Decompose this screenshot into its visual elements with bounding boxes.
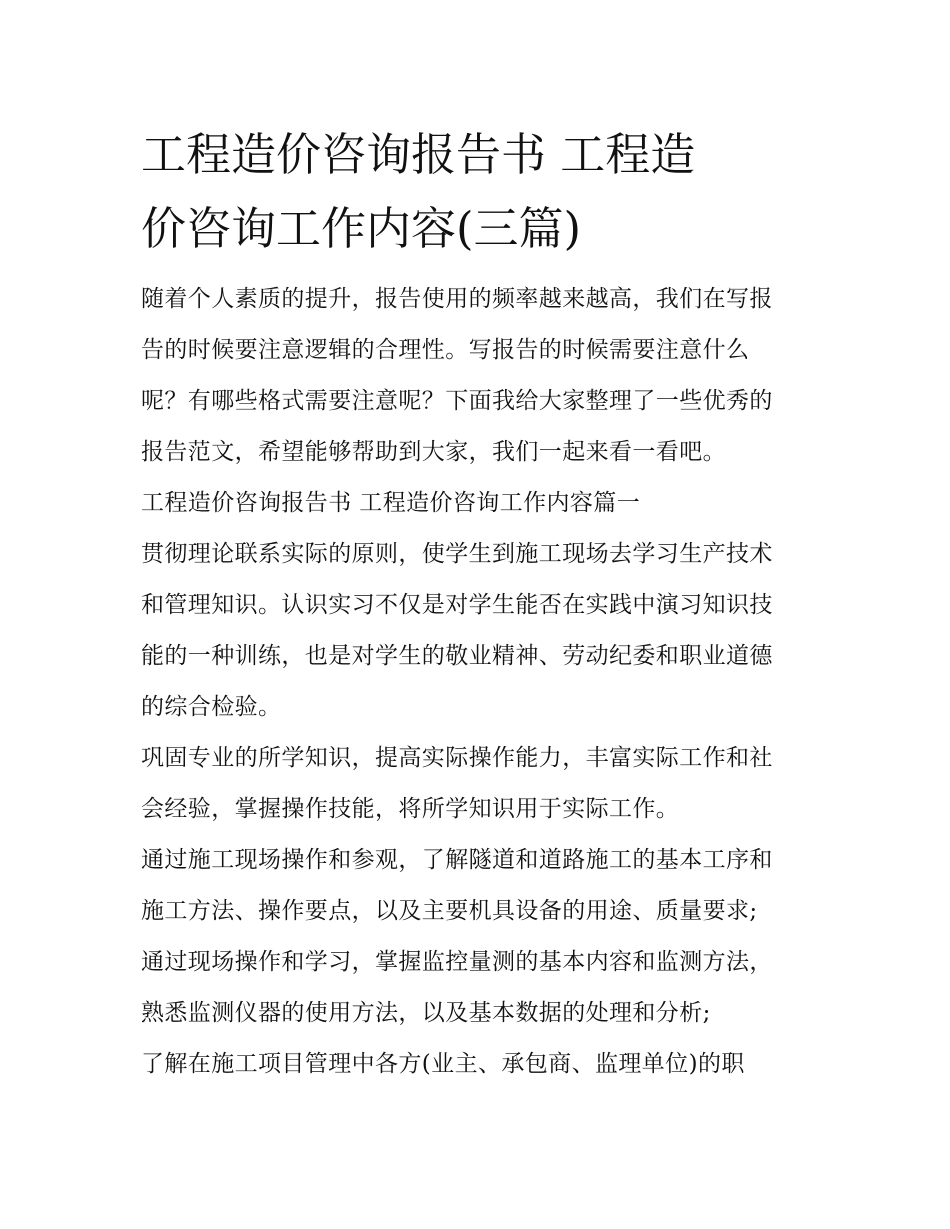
paragraph-line: 报告范文，希望能够帮助到大家，我们一起来看一看吧。 <box>141 439 726 465</box>
paragraph-line: 施工方法、操作要点，以及主要机具设备的用途、质量要求; <box>141 898 758 924</box>
paragraph-line: 告的时候要注意逻辑的合理性。写报告的时候需要注意什么 <box>141 337 750 363</box>
document-title-line: 价咨询工作内容(三篇) <box>141 202 582 255</box>
section-heading: 工程造价咨询报告书 工程造价咨询工作内容篇一 <box>141 490 641 516</box>
paragraph-line: 会经验，掌握操作技能，将所学知识用于实际工作。 <box>141 796 680 822</box>
paragraph-line: 通过施工现场操作和参观，了解隧道和道路施工的基本工序和 <box>141 847 773 873</box>
paragraph-line: 能的一种训练，也是对学生的敬业精神、劳动纪委和职业道德 <box>141 643 773 669</box>
document-title-line: 工程造价咨询报告书 工程造 <box>141 128 696 181</box>
paragraph-line: 通过现场操作和学习，掌握监控量测的基本内容和监测方法， <box>141 949 773 975</box>
document-content <box>141 118 813 1090</box>
paragraph-line: 贯彻理论联系实际的原则，使学生到施工现场去学习生产技术 <box>141 541 773 567</box>
paragraph-line: 了解在施工项目管理中各方(业主、承包商、监理单位)的职 <box>141 1051 745 1077</box>
paragraph-line: 的综合检验。 <box>141 694 282 720</box>
paragraph-line: 呢？有哪些格式需要注意呢？下面我给大家整理了一些优秀的 <box>141 388 773 414</box>
paragraph-line: 熟悉监测仪器的使用方法，以及基本数据的处理和分析; <box>141 1000 711 1026</box>
paragraph-line: 巩固专业的所学知识，提高实际操作能力，丰富实际工作和社 <box>141 745 773 771</box>
paragraph-line: 随着个人素质的提升，报告使用的频率越来越高，我们在写报 <box>141 286 773 312</box>
paragraph-line: 和管理知识。认识实习不仅是对学生能否在实践中演习知识技 <box>141 592 773 618</box>
